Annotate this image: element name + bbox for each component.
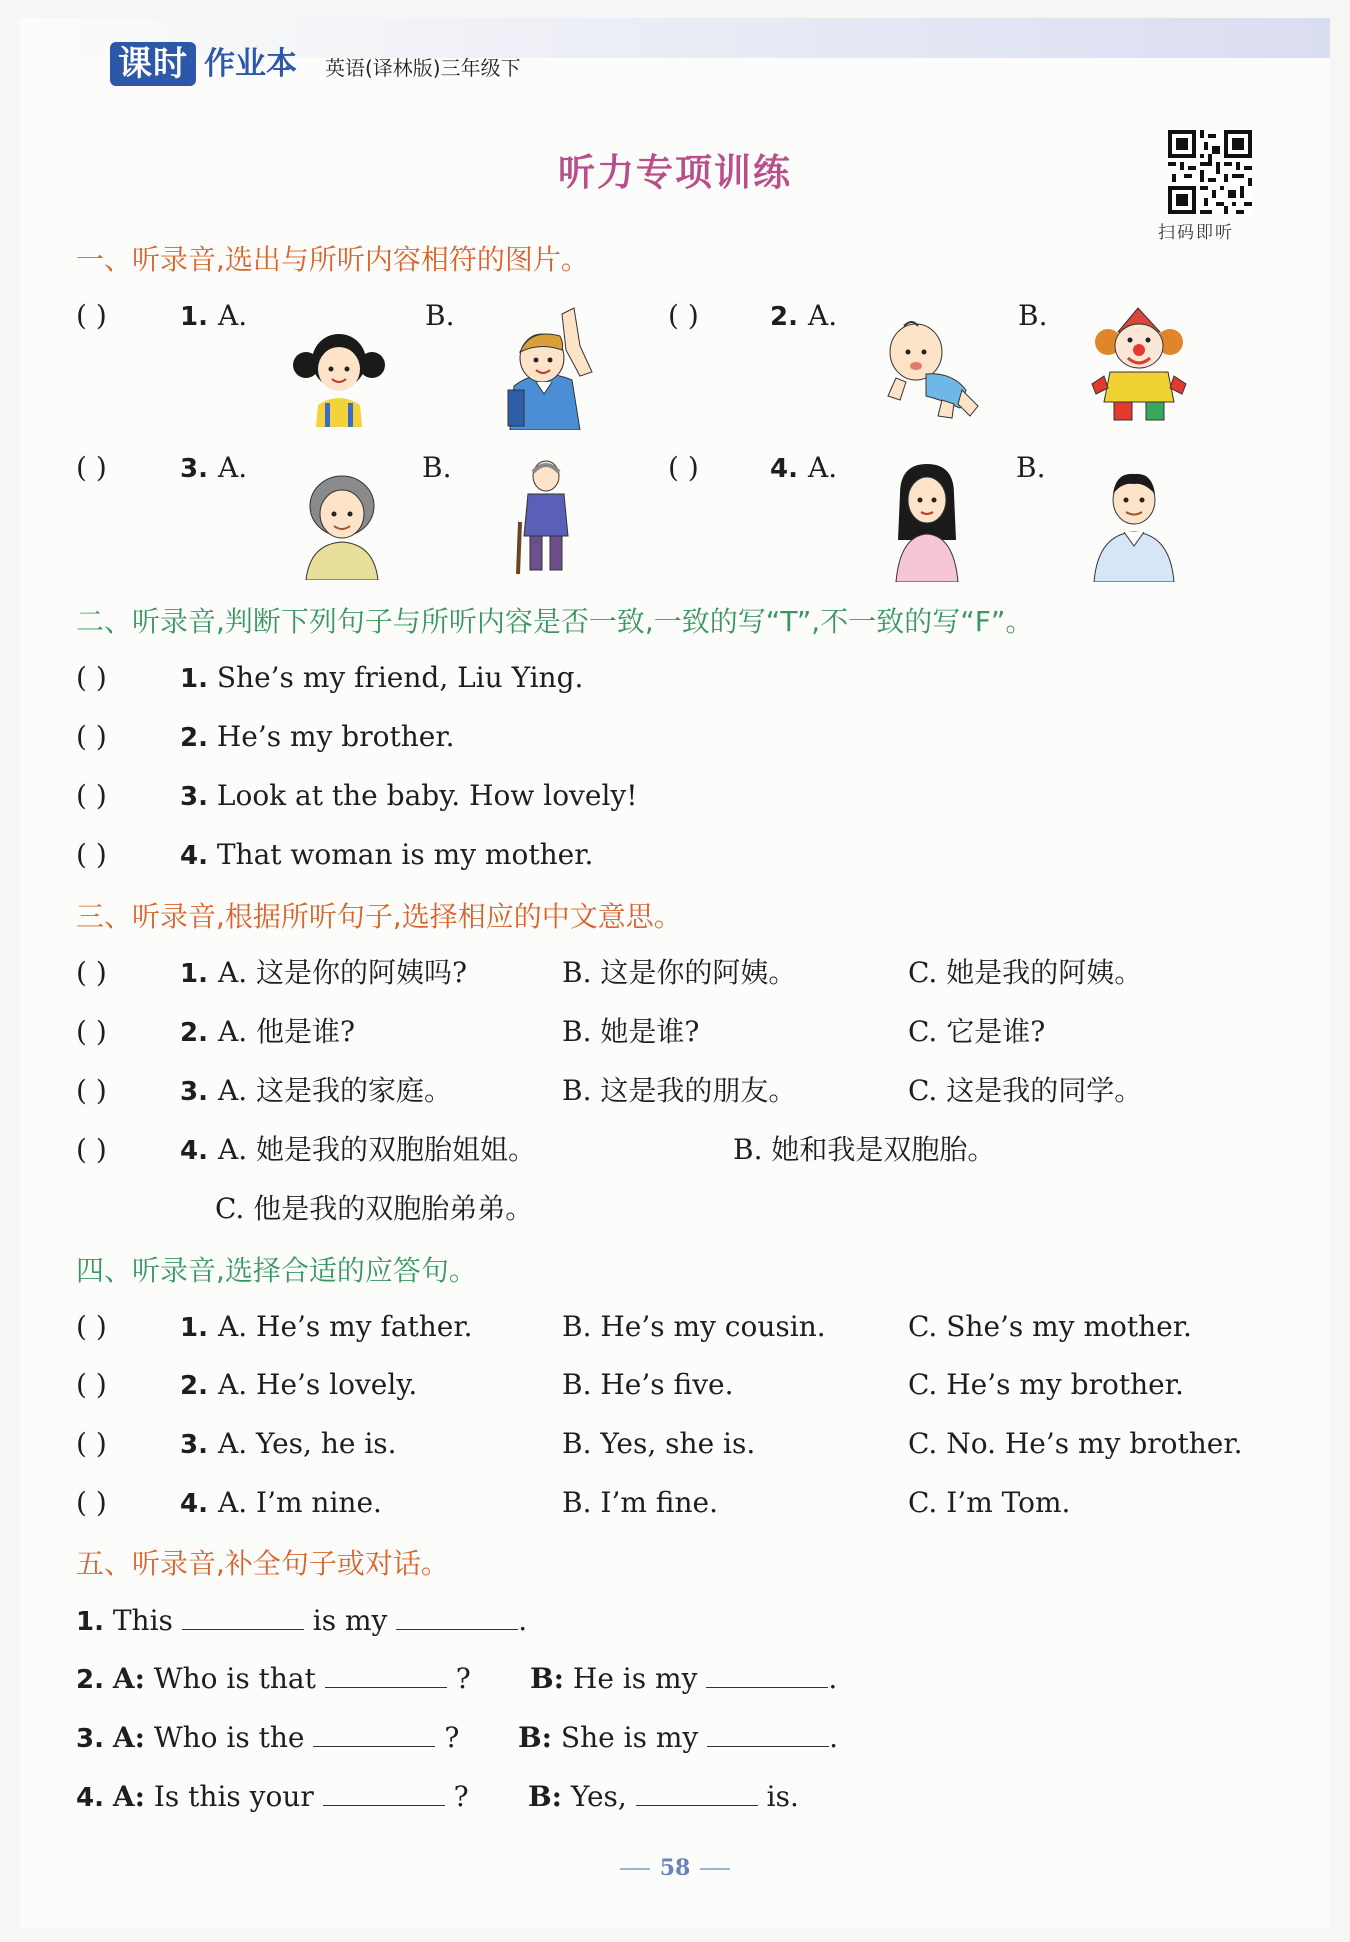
logo-text: 作业本 xyxy=(204,46,297,82)
question-number: 1. xyxy=(180,1313,208,1343)
option-b-label: B. xyxy=(422,451,452,484)
fill-dialogue-2-b xyxy=(530,1661,837,1697)
answer-blank[interactable]: ( ) xyxy=(76,1427,107,1460)
question-number: 3. xyxy=(180,454,208,484)
qr-caption: 扫码即听 xyxy=(1158,223,1234,243)
question-number: 1. xyxy=(180,664,208,694)
answer-blank[interactable]: ( ) xyxy=(76,661,107,694)
fill-dialogue-4 xyxy=(76,1779,469,1815)
question-number: 1. xyxy=(180,302,208,332)
sentence-text: . xyxy=(828,1662,838,1695)
option-a[interactable]: A. Yes, he is. xyxy=(218,1427,397,1460)
option-a[interactable]: A. He’s lovely. xyxy=(218,1368,418,1401)
option-a[interactable]: A. He’s my father. xyxy=(218,1310,473,1343)
page-title: 听力专项训练 xyxy=(558,151,792,194)
sentence-text: Yes, xyxy=(570,1780,627,1813)
option-c[interactable]: C. She’s my mother. xyxy=(908,1310,1192,1343)
answer-blank[interactable]: ( ) xyxy=(76,1015,107,1048)
option-a-label: A. xyxy=(808,451,838,484)
question-number: 4. xyxy=(770,454,798,484)
qr-code-icon[interactable] xyxy=(1168,130,1252,214)
option-b[interactable]: B. He’s five. xyxy=(562,1368,734,1401)
answer-blank[interactable]: ( ) xyxy=(76,779,107,812)
fill-blank[interactable] xyxy=(323,1779,445,1806)
logo-highlight: 课时 xyxy=(110,42,196,86)
speaker-a: A: xyxy=(112,1780,145,1813)
answer-blank[interactable]: ( ) xyxy=(76,299,107,332)
answer-blank[interactable]: ( ) xyxy=(76,1074,107,1107)
question-number: 4. xyxy=(76,1783,104,1813)
sentence-text: . xyxy=(518,1604,528,1637)
fill-blank[interactable] xyxy=(707,1720,829,1747)
fill-blank[interactable] xyxy=(706,1661,828,1688)
answer-blank[interactable]: ( ) xyxy=(76,1486,107,1519)
option-a[interactable]: A. 他是谁? xyxy=(218,1015,356,1048)
question-number: 3. xyxy=(76,1724,104,1754)
grandpa-with-cane-picture[interactable] xyxy=(512,458,580,578)
option-c[interactable]: C. 它是谁? xyxy=(908,1015,1046,1048)
sentence-text: . xyxy=(829,1721,839,1754)
question-number: 2. xyxy=(180,1018,208,1048)
woman-picture[interactable] xyxy=(882,460,972,582)
question-number: 1. xyxy=(180,959,208,989)
answer-blank[interactable]: ( ) xyxy=(668,451,699,484)
sentence-text: Is this your xyxy=(153,1780,314,1813)
option-a[interactable]: A. I’m nine. xyxy=(218,1486,382,1519)
man-picture[interactable] xyxy=(1086,466,1182,582)
question-number: 1. xyxy=(76,1607,104,1637)
option-b-label: B. xyxy=(425,299,455,332)
fill-blank[interactable] xyxy=(182,1603,304,1630)
clown-picture[interactable] xyxy=(1090,306,1188,422)
fill-blank[interactable] xyxy=(396,1603,518,1630)
fill-dialogue-3-b xyxy=(518,1720,838,1756)
option-b-label: B. xyxy=(1016,451,1046,484)
option-b[interactable]: B. Yes, she is. xyxy=(562,1427,756,1460)
sentence-text: ? xyxy=(453,1780,469,1813)
fill-blank[interactable] xyxy=(313,1720,435,1747)
option-a[interactable]: A. 这是你的阿姨吗? xyxy=(218,956,468,989)
section-3-heading: 三、听录音,根据所听句子,选择相应的中文意思。 xyxy=(76,900,682,933)
answer-blank[interactable]: ( ) xyxy=(76,1368,107,1401)
speaker-b: B: xyxy=(518,1721,553,1754)
section-1-heading: 一、听录音,选出与所听内容相符的图片。 xyxy=(76,243,589,276)
section-4-heading: 四、听录音,选择合适的应答句。 xyxy=(76,1254,477,1287)
option-c[interactable]: C. 她是我的阿姨。 xyxy=(908,956,1143,989)
fill-sentence-1 xyxy=(76,1603,527,1639)
sentence-text: She is my xyxy=(560,1721,699,1754)
statement-text: He’s my brother. xyxy=(216,720,455,753)
question-number: 3. xyxy=(180,1430,208,1460)
baby-crawling-picture[interactable] xyxy=(882,316,982,420)
grandma-picture[interactable] xyxy=(296,468,388,580)
answer-blank[interactable]: ( ) xyxy=(76,956,107,989)
question-number: 3. xyxy=(180,782,208,812)
speaker-b: B: xyxy=(530,1662,565,1695)
answer-blank[interactable]: ( ) xyxy=(668,299,699,332)
option-b[interactable]: B. 她是谁? xyxy=(562,1015,700,1048)
answer-blank[interactable]: ( ) xyxy=(76,838,107,871)
option-c[interactable]: C. He’s my brother. xyxy=(908,1368,1184,1401)
book-info: 英语(译林版)三年级下 xyxy=(325,56,521,80)
option-a-label: A. xyxy=(808,299,838,332)
option-c[interactable]: C. No. He’s my brother. xyxy=(908,1427,1243,1460)
option-b[interactable]: B. 她和我是双胞胎。 xyxy=(733,1133,996,1166)
speaker-a: A: xyxy=(112,1662,145,1695)
option-b[interactable]: B. 这是我的朋友。 xyxy=(562,1074,797,1107)
question-number: 4. xyxy=(180,841,208,871)
question-number: 2. xyxy=(180,723,208,753)
sentence-text: This xyxy=(112,1604,173,1637)
question-number: 2. xyxy=(76,1665,104,1695)
option-b[interactable]: B. 这是你的阿姨。 xyxy=(562,956,797,989)
fill-dialogue-3 xyxy=(76,1720,459,1756)
sentence-text: He is my xyxy=(572,1662,698,1695)
answer-blank[interactable]: ( ) xyxy=(76,1133,107,1166)
statement-text: That woman is my mother. xyxy=(216,838,594,871)
section-2-heading: 二、听录音,判断下列句子与所听内容是否一致,一致的写“T”,不一致的写“F”。 xyxy=(76,605,1034,638)
option-b[interactable]: B. He’s my cousin. xyxy=(562,1310,826,1343)
statement-text: Look at the baby. How lovely! xyxy=(216,779,638,812)
answer-blank[interactable]: ( ) xyxy=(76,1310,107,1343)
option-a[interactable]: A. 这是我的家庭。 xyxy=(218,1074,453,1107)
girl-pigtails-picture[interactable] xyxy=(292,325,386,427)
fill-dialogue-4-b xyxy=(528,1779,799,1815)
fill-blank[interactable] xyxy=(325,1661,447,1688)
fill-dialogue-2 xyxy=(76,1661,471,1697)
sentence-text: is. xyxy=(766,1780,799,1813)
option-b-label: B. xyxy=(1018,299,1048,332)
question-number: 2. xyxy=(180,1371,208,1401)
sentence-text: Who is the xyxy=(153,1721,305,1754)
boy-waving-picture[interactable] xyxy=(500,306,600,430)
option-c[interactable]: C. 他是我的双胞胎弟弟。 xyxy=(215,1192,534,1225)
statement-text: She’s my friend, Liu Ying. xyxy=(216,661,584,694)
sentence-text: is my xyxy=(312,1604,388,1637)
option-c[interactable]: C. I’m Tom. xyxy=(908,1486,1071,1519)
option-b[interactable]: B. I’m fine. xyxy=(562,1486,718,1519)
question-number: 4. xyxy=(180,1489,208,1519)
answer-blank[interactable]: ( ) xyxy=(76,451,107,484)
question-number: 4. xyxy=(180,1136,208,1166)
sentence-text: ? xyxy=(444,1721,460,1754)
option-a[interactable]: A. 她是我的双胞胎姐姐。 xyxy=(218,1133,537,1166)
speaker-a: A: xyxy=(112,1721,145,1754)
option-a-label: A. xyxy=(218,299,248,332)
sentence-text: Who is that xyxy=(153,1662,316,1695)
question-number: 2. xyxy=(770,302,798,332)
answer-blank[interactable]: ( ) xyxy=(76,720,107,753)
fill-blank[interactable] xyxy=(636,1779,758,1806)
page-number: 58 xyxy=(0,1855,1350,1881)
option-a-label: A. xyxy=(218,451,248,484)
question-number: 3. xyxy=(180,1077,208,1107)
option-c[interactable]: C. 这是我的同学。 xyxy=(908,1074,1143,1107)
speaker-b: B: xyxy=(528,1780,563,1813)
sentence-text: ? xyxy=(455,1662,471,1695)
section-5-heading: 五、听录音,补全句子或对话。 xyxy=(76,1547,449,1580)
